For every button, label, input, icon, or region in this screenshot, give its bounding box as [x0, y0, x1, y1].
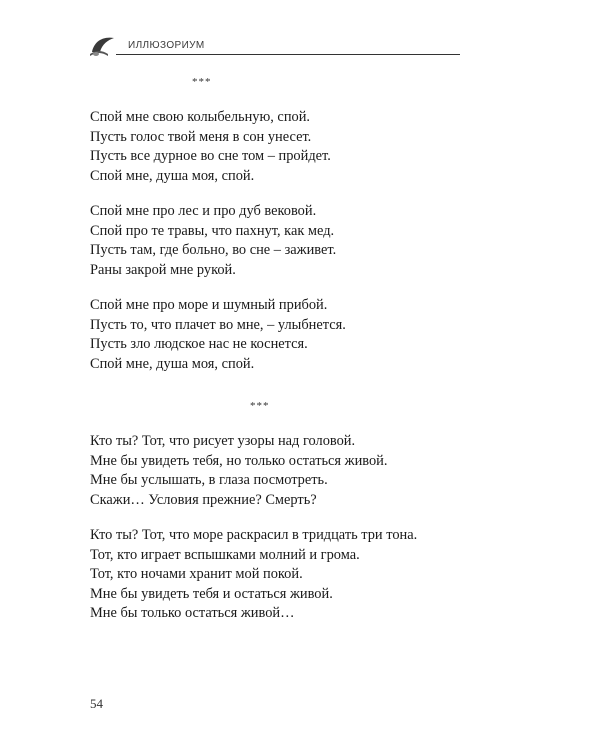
poem-line: Спой мне, душа моя, спой.: [90, 355, 255, 372]
poem1: [90, 108, 346, 374]
page-number: 54: [90, 696, 103, 711]
poem-line: Тот, кто ночами хранит мой покой.: [90, 566, 303, 582]
stanza: [90, 432, 417, 510]
poem2-separator: ***: [250, 400, 270, 412]
poem-line: Спой мне про лес и про дуб вековой.: [90, 203, 317, 219]
poem-line: Тот, кто играет вспышками молний и грома.: [90, 546, 360, 563]
stanza: [90, 108, 346, 186]
poem-line: Спой мне свою колыбельную, спой.: [90, 109, 311, 125]
running-header-title: ИЛЛЮЗОРИУМ: [128, 40, 205, 51]
poem-line: Пусть зло людское нас не коснется.: [90, 336, 308, 352]
poem-line: Пусть голос твой меня в сон унесет.: [90, 128, 312, 145]
book-icon: [88, 32, 118, 58]
poem-line: Спой про те травы, что пахнут, как мед.: [90, 222, 335, 239]
poem-line: Пусть там, где больно, во сне – заживет.: [90, 242, 337, 258]
poem-line: Спой мне про море и шумный прибой.: [90, 297, 328, 313]
running-header: [88, 32, 460, 58]
poem-line: Скажи… Условия прежние? Смерть?: [90, 491, 317, 508]
poem2: [90, 432, 417, 624]
poem-line: Спой мне, душа моя, спой.: [90, 167, 255, 184]
poem-line: Пусть все дурное во сне том – пройдет.: [90, 148, 331, 164]
poem-line: Мне бы услышать, в глаза посмотреть.: [90, 472, 328, 488]
header-rule: [116, 54, 460, 55]
stanza: [90, 526, 417, 624]
stanza: [90, 202, 346, 280]
poem-line: Раны закрой мне рукой.: [90, 261, 236, 278]
poem-line: Мне бы только остаться живой…: [90, 605, 295, 621]
poem-line: Кто ты? Тот, что рисует узоры над головой.: [90, 433, 356, 449]
poem-line: Пусть то, что плачет во мне, – улыбнется.: [90, 316, 346, 333]
poem-line: Кто ты? Тот, что море раскрасил в тридцать три тона.: [90, 527, 418, 543]
poem-line: Мне бы увидеть тебя и остаться живой.: [90, 585, 333, 602]
poem1-separator: ***: [192, 76, 212, 88]
stanza: [90, 296, 346, 374]
poem-line: Мне бы увидеть тебя, но только остаться живой.: [90, 452, 388, 469]
